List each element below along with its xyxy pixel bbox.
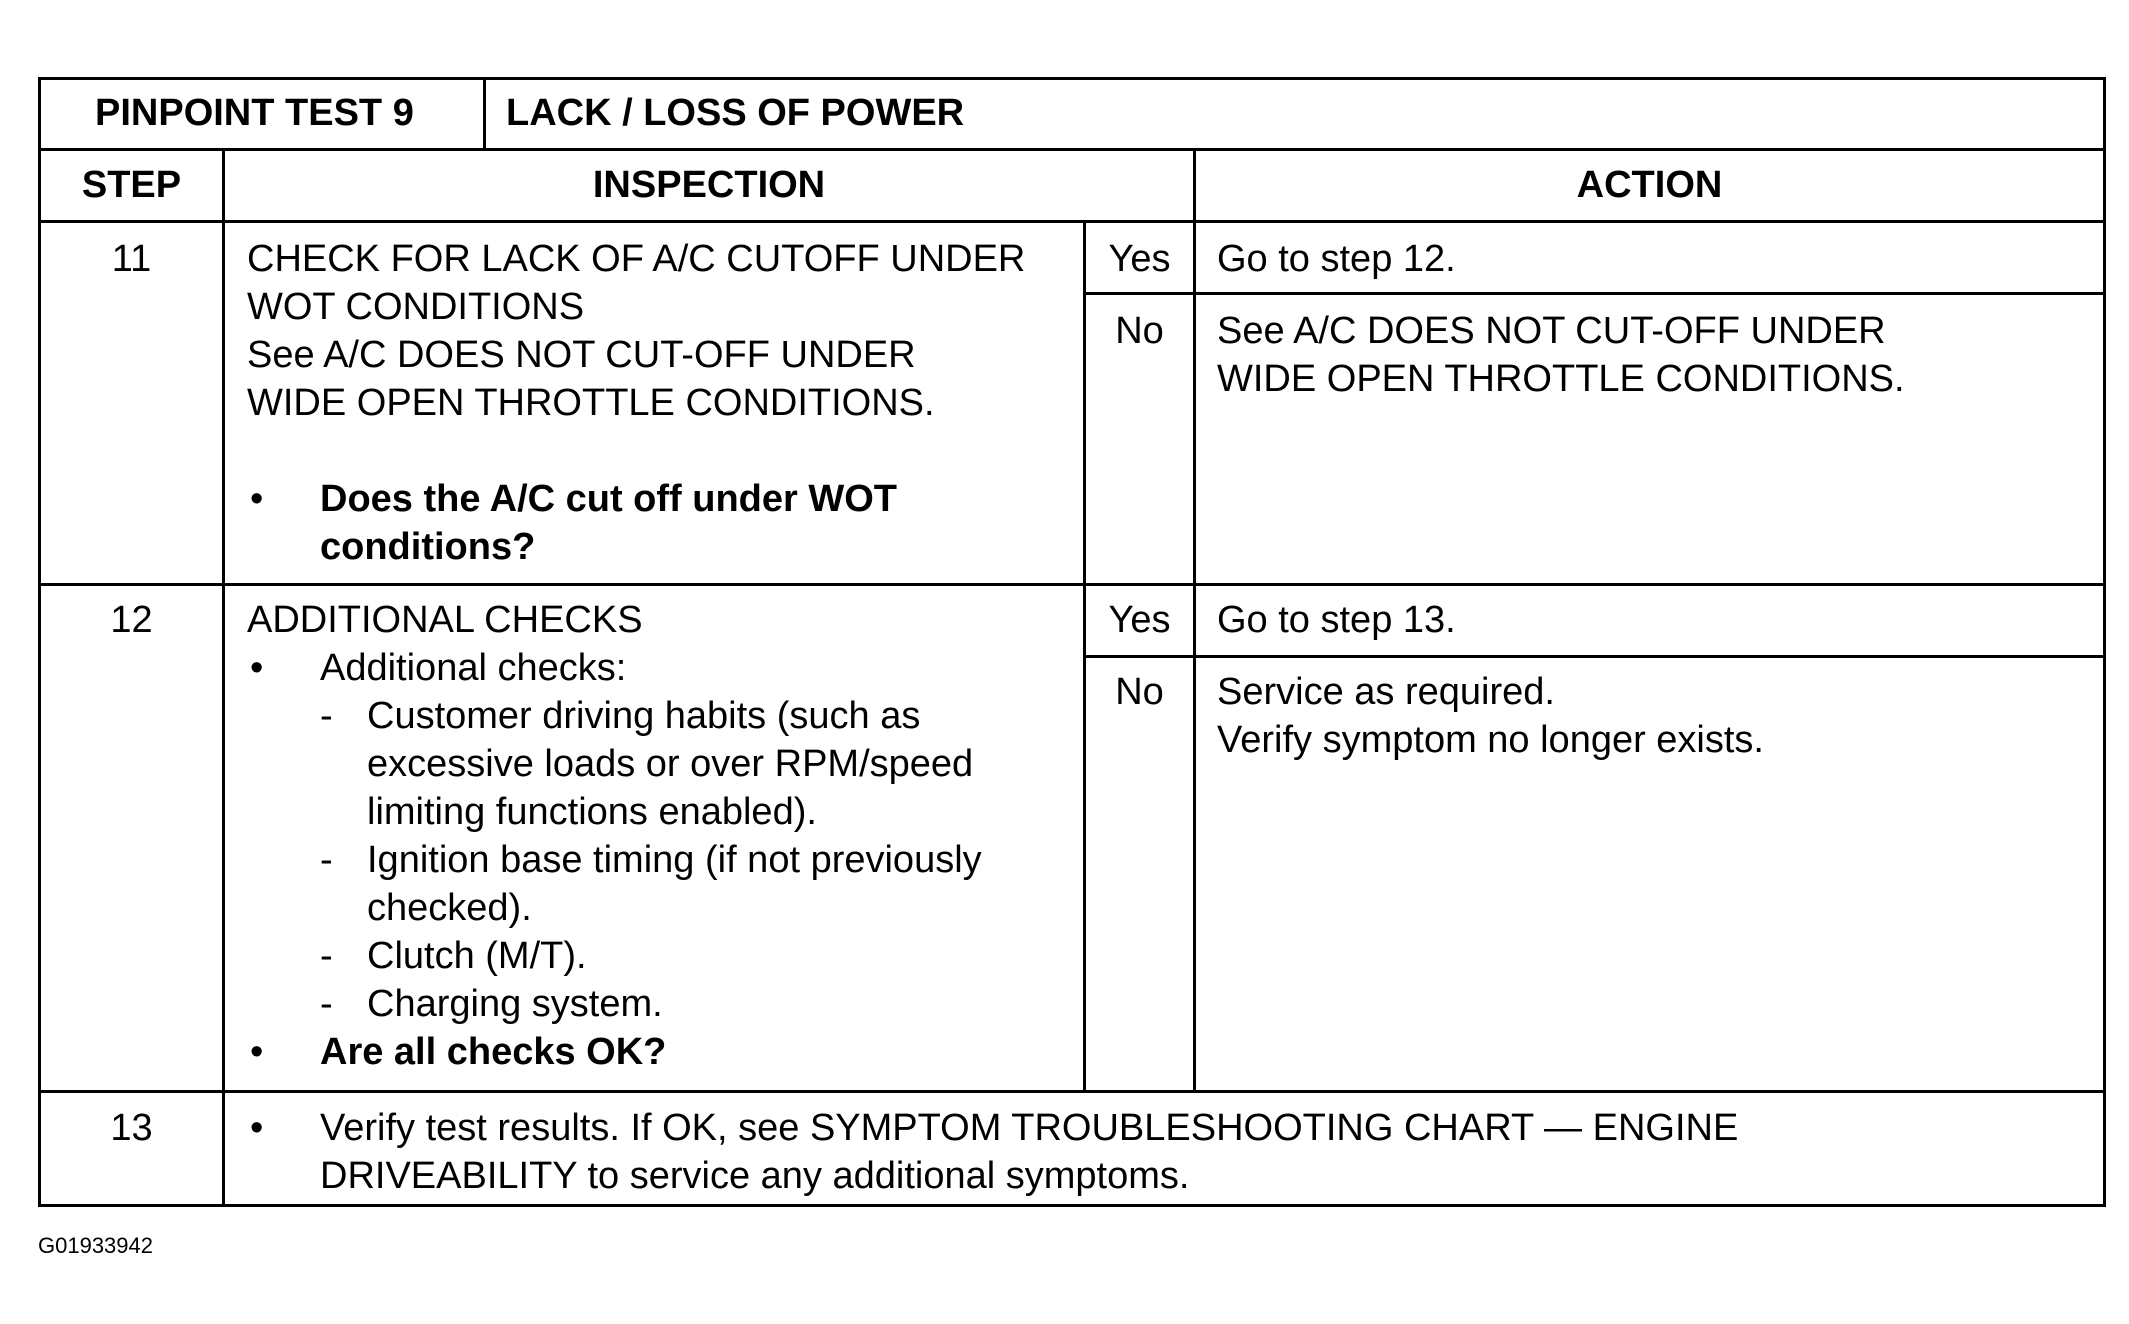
no-action: Verify symptom no longer exists. bbox=[1217, 719, 1764, 761]
rule-below-step11 bbox=[38, 583, 2106, 586]
test-label: PINPOINT TEST 9 bbox=[95, 92, 414, 134]
inspection-text-line: WIDE OPEN THROTTLE CONDITIONS. bbox=[247, 382, 935, 424]
no-label: No bbox=[1115, 671, 1164, 713]
check-item-line: Clutch (M/T). bbox=[367, 935, 587, 977]
check-item-line: checked). bbox=[367, 887, 532, 929]
column-header-action: ACTION bbox=[1576, 164, 1723, 206]
dash-icon: - bbox=[320, 935, 333, 977]
yes-label: Yes bbox=[1108, 599, 1171, 641]
rule-title-divider bbox=[483, 77, 486, 150]
step-number: 12 bbox=[110, 599, 153, 641]
step-number: 13 bbox=[110, 1107, 153, 1149]
figure-id: G01933942 bbox=[38, 1233, 153, 1258]
check-item-line: limiting functions enabled). bbox=[367, 791, 817, 833]
rule-step-column bbox=[222, 148, 225, 1207]
no-action: WIDE OPEN THROTTLE CONDITIONS. bbox=[1217, 358, 1905, 400]
dash-icon: - bbox=[320, 983, 333, 1025]
rule-step12-yes-no bbox=[1083, 655, 2106, 658]
inspection-question: conditions? bbox=[320, 526, 536, 568]
inspection-text-line: DRIVEABILITY to service any additional symptoms. bbox=[320, 1155, 1190, 1197]
rule-step11-yes-no bbox=[1083, 292, 2106, 295]
dash-icon: - bbox=[320, 839, 333, 881]
bullet-icon: • bbox=[250, 478, 264, 520]
no-action: Service as required. bbox=[1217, 671, 1555, 713]
column-header-step: STEP bbox=[81, 164, 182, 206]
yes-action: Go to step 13. bbox=[1217, 599, 1456, 641]
rule-below-column-headers bbox=[38, 220, 2106, 223]
rule-below-step12 bbox=[38, 1090, 2106, 1093]
column-header-inspection: INSPECTION bbox=[592, 164, 826, 206]
inspection-text-line: CHECK FOR LACK OF A/C CUTOFF UNDER bbox=[247, 238, 1026, 280]
yes-label: Yes bbox=[1108, 238, 1171, 280]
bullet-icon: • bbox=[250, 1031, 264, 1073]
dash-icon: - bbox=[320, 695, 333, 737]
bullet-icon: • bbox=[250, 1107, 264, 1149]
inspection-intro: Additional checks: bbox=[320, 647, 627, 689]
inspection-question: Does the A/C cut off under WOT bbox=[320, 478, 898, 520]
check-item-line: excessive loads or over RPM/speed bbox=[367, 743, 974, 785]
inspection-question: Are all checks OK? bbox=[320, 1031, 667, 1073]
check-item-line: Ignition base timing (if not previously bbox=[367, 839, 982, 881]
rule-action-column bbox=[1193, 148, 1196, 1093]
inspection-text-line: Verify test results. If OK, see SYMPTOM TROUBLESHOOTING CHART — ENGINE bbox=[320, 1107, 1739, 1149]
bullet-icon: • bbox=[250, 647, 264, 689]
inspection-title: ADDITIONAL CHECKS bbox=[247, 599, 643, 641]
inspection-text-line: WOT CONDITIONS bbox=[247, 286, 585, 328]
rule-below-title bbox=[38, 148, 2106, 151]
check-item-line: Charging system. bbox=[367, 983, 663, 1025]
no-label: No bbox=[1115, 310, 1164, 352]
yes-action: Go to step 12. bbox=[1217, 238, 1456, 280]
check-item-line: Customer driving habits (such as bbox=[367, 695, 921, 737]
inspection-text-line: See A/C DOES NOT CUT-OFF UNDER bbox=[247, 334, 916, 376]
no-action: See A/C DOES NOT CUT-OFF UNDER bbox=[1217, 310, 1886, 352]
test-title: LACK / LOSS OF POWER bbox=[506, 92, 965, 134]
step-number: 11 bbox=[111, 238, 152, 280]
